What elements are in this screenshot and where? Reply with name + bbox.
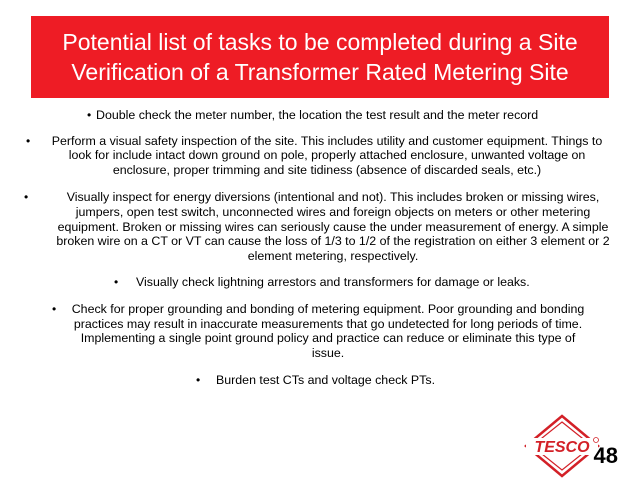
- bullet-dot: •: [26, 133, 31, 148]
- bullet-dot: •: [196, 373, 201, 388]
- bullet-dot: •: [24, 190, 29, 205]
- bullet-item: [24, 275, 612, 290]
- bullet-text: Visually inspect for energy diversions (intentional and not). This includes broken or missing wires, jumpers, open test switch, unconnected wires and foreign objects on meters or other metering equipment. Broken or missing wires can seriously cause the under measurement of energy. A simple broken wire on a CT or VT can cause the loss of 1/3 to 1/2 of the registration on either 3 element or 2 element metering, respectively.: [56, 190, 610, 263]
- slide-title: [31, 16, 609, 98]
- bullet-text: Check for proper grounding and bonding of metering equipment. Poor grounding and bonding practices may result in inaccurate measurements that go undetected for long periods of time. Implementing a single point ground policy and practice can reduce or eliminate this type of issue.: [71, 301, 585, 360]
- bullet-item: [24, 108, 612, 123]
- bullet-text: Burden test CTs and voltage check PTs.: [216, 373, 436, 388]
- bullet-dot: •: [114, 275, 119, 290]
- page-number: 48: [593, 443, 618, 468]
- bullet-item: [24, 302, 612, 360]
- bullet-dot: •: [87, 108, 92, 122]
- logo-text: TESCO: [534, 439, 590, 456]
- bullet-list: [24, 108, 612, 388]
- title-line-1: Potential list of tasks to be completed during a Site: [62, 29, 578, 55]
- bullet-text: Double check the meter number, the location the test result and the meter record: [96, 108, 539, 122]
- bullet-text: Perform a visual safety inspection of the site. This includes utility and customer equipment. Things to look for include intact down ground on pole, properly attached enclosure, unwanted voltage on enclosure, proper trimming and site tidiness (absence of discarded seals, etc.): [51, 133, 603, 177]
- bullet-dot: •: [52, 301, 57, 316]
- title-line-2: Verification of a Transformer Rated Metering Site: [71, 59, 569, 85]
- bullet-text: Visually check lightning arrestors and transformers for damage or leaks.: [136, 275, 530, 290]
- bullet-item: [24, 134, 612, 178]
- bullet-item: [24, 190, 612, 263]
- bullet-item: [24, 373, 612, 388]
